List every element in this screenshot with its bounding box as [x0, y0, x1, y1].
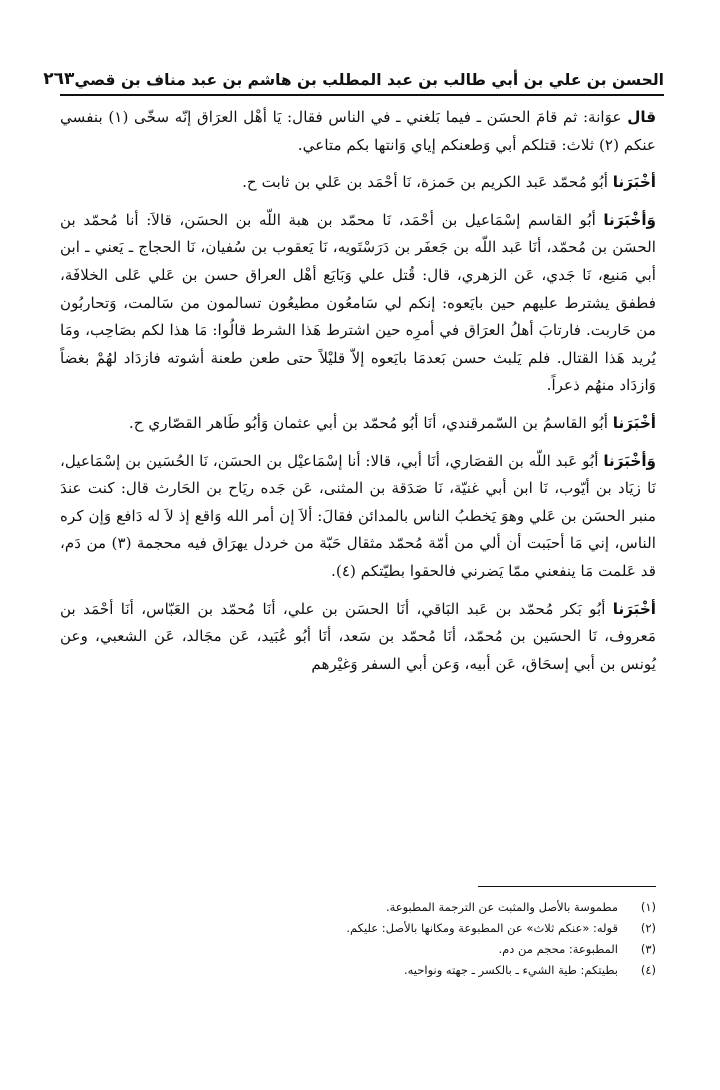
paragraph-lead: قال: [627, 108, 657, 126]
page-number: ٢٦٣: [43, 69, 75, 89]
footnote: [60, 939, 656, 960]
main-text: [60, 104, 656, 688]
footnote-text: قوله: «عنكم ثلاث» عن المطبوعة ومكانها بالأصل: عليكم.: [346, 921, 618, 935]
paragraph-text: أبُو مُحمّد عَبد الكريم بن حَمزة، نَا أحْمَد بن عَلي بن ثابت ح.: [242, 173, 613, 192]
paragraph-lead: أخْبَرَنا: [612, 413, 656, 432]
footnote: [60, 918, 656, 939]
paragraph: [60, 207, 656, 400]
footnotes: [60, 897, 656, 981]
paragraph-text: عوَانة: ثم قامَ الحسَن ـ فيما بَلغني ـ في الناس فقال: يَا أهْل العرَاق إنّه سخّى (١) بنفسي عنكم (٢) ثلاث: قتلكم أبي وَطعنكم إياي وَانتها بكم متاعي.: [60, 108, 656, 154]
paragraph-lead: وَأخْبَرَنا: [603, 210, 656, 229]
header-title: الحسن بن علي بن أبي طالب بن عبد المطلب بن هاشم بن عبد مناف بن قصي: [74, 71, 664, 89]
paragraph-lead: أخْبَرَنا: [612, 173, 656, 192]
paragraph-text: أبُو بَكر مُحمّد بن عَبد البَاقي، أنَا الحسَن بن علي، أنَا مُحمّد بن العَبّاس، أنَا أحْمَد بن مَعروف، نَا الحسَين بن مُحمّد، أنَا مُحمّد بن سَعد، أنَا أبُو عُبَيد، عَن مجَالد، عَن الشعبي، وعن يُونس بن أبي إسحَاق، عَن أبيه، وَعن أبي السفر وَغيْرهم: [60, 599, 656, 673]
paragraph-lead: أخْبَرَنا: [612, 599, 656, 618]
paragraph: [60, 596, 656, 679]
footnote-divider: [478, 886, 656, 887]
paragraph: [60, 448, 656, 586]
running-header: [43, 60, 664, 96]
footnote-number: (٢): [640, 921, 656, 935]
footnote-number: (٣): [640, 942, 656, 956]
footnote-number: (٤): [640, 963, 656, 977]
footnote-text: مطموسة بالأصل والمثبت عن الترجمة المطبوعة.: [385, 900, 618, 914]
paragraph-text: أبُو القاسمُ بن السّمرقندي، أنَا أبُو مُحمّد بن أبي عثمان وَأبُو طَاهر القصّاري ح.: [128, 413, 613, 432]
footnote-number: (١): [640, 900, 656, 914]
footnote-text: المطبوعة: محجم من دم.: [498, 942, 618, 956]
paragraph-text: أبُو عَبد اللّه بن القصَاري، أنَا أبي، قالا: أنا إسْمَاعيْل بن الحسَن، نَا الحُسَين بن إسْمَاعيل، نَا زيَاد بن أيّوب، نَا ابن أبي غنيّة، نَا صَدَقة بن المثنى، عَن جَده ريَاح بن الحَارث قال: كنت عندَ منبر الحسَن بن عَلي وهوَ يَخطبُ الناس بالمدائن فقالَ: ألاَ إن أمر الله وَاقع إذ لاَ له دَافع وَإن كره الناس، إني مَا أحبَبت أن ألي من أمّة مُحمّد مثقال حَبّة من خردل يهرَاق فيه محجمة (٣) من دَم، قد عَلمت مَا ينفعني ممّا يَضرني فالحقوا بطيّتكم (٤).: [60, 451, 656, 580]
footnote: [60, 897, 656, 918]
paragraph: [60, 104, 656, 159]
paragraph-lead: وَأخْبَرَنا: [603, 451, 656, 470]
footnote-text: بطيتكم: طية الشيء ـ بالكسر ـ جهته ونواحيه.: [403, 963, 618, 977]
paragraph: [60, 410, 656, 438]
footnote: [60, 960, 656, 981]
paragraph-text: أبُو القاسم إسْمَاعيل بن أحْمَد، نَا محمّد بن هبة اللّه بن الحسَن، قالاَ: أنا مُحمّد بن الحسَن بن مُحمّد، أنَا عَبد اللّه بن جَعفَر بن دَرَسْتَويه، نَا يَعقوب بن سُفيان، نَا الحجاج ـ يَعني ـ ابن أبي مَنيع، نَا جَدي، عَن الزهري، قال: قُتل علي وَبَايَع أهْل العراق حسن بن عَلي عَلى الخلافَة، فطفق يشترط عليهم حين بايَعوه: إنكم لي سَامعُون مطيعُون تسالمون من سَالمت، وَتحاربُون من حَاربت. فارتابَ أهلُ العرَاق في أمرِه حين اشترط هَذا الشرط قالُوا: مَا هذا لكم بصَاحِب، ومَا يُريد هَذا القتال. فلم يَلبث حسن بَعدمَا بايَعوه إلاّ قليْلاً حتى طعن طعنة أشوته فازدَاد لهُمْ بغضاً وَازدَاد منهُم ذعراً.: [60, 210, 656, 395]
paragraph: [60, 169, 656, 197]
